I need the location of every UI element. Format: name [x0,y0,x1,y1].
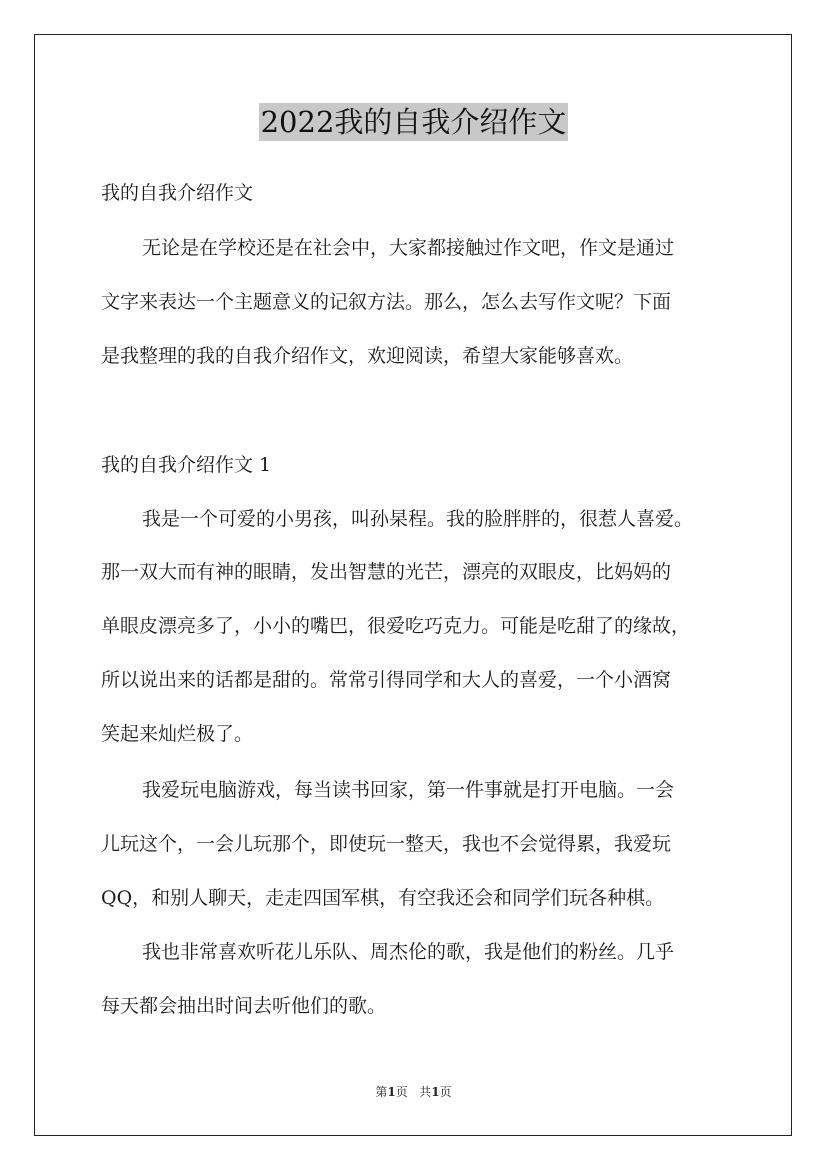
page-label-prefix: 第 [375,1085,388,1099]
total-label-suffix: 页 [439,1085,452,1099]
section-heading: 我的自我介绍作文 1 [101,454,272,476]
intro-line: 是我整理的我的自我介绍作文，欢迎阅读，希望大家能够喜欢。 [101,345,634,367]
title-container [0,103,827,141]
paragraph-line: 我爱玩电脑游戏，每当读书回家，第一件事就是打开电脑。一会 [142,779,675,801]
page-number: 1 [387,1085,396,1099]
intro-line: 无论是在学校还是在社会中，大家都接触过作文吧，作文是通过 [142,237,675,259]
page-footer [0,1084,827,1100]
paragraph-line: 我也非常喜欢听花儿乐队、周杰伦的歌，我是他们的粉丝。几乎 [142,941,675,963]
paragraph-line: 所以说出来的话都是甜的。常常引得同学和大人的喜爱，一个小酒窝 [101,669,672,691]
paragraph-line: 那一双大而有神的眼睛，发出智慧的光芒，漂亮的双眼皮，比妈妈的 [101,561,672,583]
paragraph-line: 我是一个可爱的小男孩，叫孙杲程。我的脸胖胖的，很惹人喜爱。 [142,508,694,530]
total-label-prefix: 共 [419,1085,432,1099]
intro-line: 文字来表达一个主题意义的记叙方法。那么，怎么去写作文呢？下面 [101,291,672,313]
paragraph-line: 单眼皮漂亮多了，小小的嘴巴，很爱吃巧克力。可能是吃甜了的缘故， [101,615,691,637]
document-title: 2022我的自我介绍作文 [260,105,567,139]
page-label-suffix: 页 [395,1085,408,1099]
paragraph-line: 儿玩这个，一会儿玩那个，即使玩一整天，我也不会觉得累，我爱玩 [101,833,672,855]
paragraph-line: 笑起来灿烂极了。 [101,723,254,745]
paragraph-line: QQ，和别人聊天，走走四国军棋，有空我还会和同学们玩各种棋。 [101,887,665,909]
section-heading: 我的自我介绍作文 [101,182,254,204]
total-pages: 1 [431,1085,440,1099]
paragraph-line: 每天都会抽出时间去听他们的歌。 [101,995,387,1017]
